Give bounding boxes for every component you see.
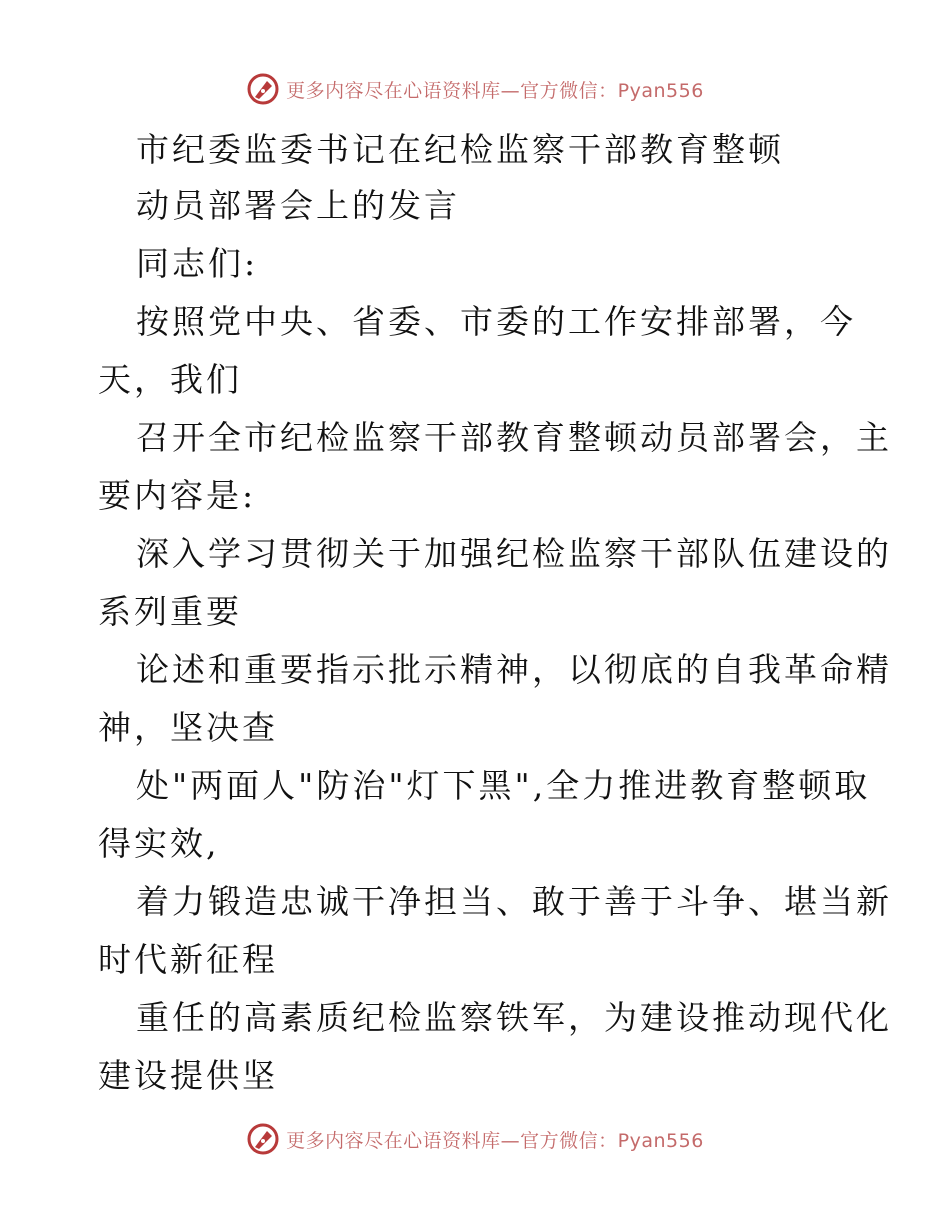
paragraph-line: 系列重要 bbox=[98, 592, 242, 631]
title-line-1: 市纪委监委书记在纪检监察干部教育整顿 bbox=[136, 130, 784, 169]
paragraph-line: 召开全市纪检监察干部教育整顿动员部署会，主 bbox=[136, 418, 892, 457]
footer-watermark bbox=[0, 1122, 950, 1156]
paragraph-line: 着力锻造忠诚干净担当、敢于善于斗争、堪当新 bbox=[136, 882, 892, 921]
watermark-text: 更多内容尽在心语资料库—官方微信：Pyan556 bbox=[286, 1129, 704, 1152]
paragraph-line: 建设提供坚 bbox=[98, 1056, 278, 1095]
paragraph-line: 深入学习贯彻关于加强纪检监察干部队伍建设的 bbox=[136, 534, 892, 573]
paragraph-line: 要内容是: bbox=[98, 476, 257, 515]
paragraph-line: 重任的高素质纪检监察铁军，为建设推动现代化 bbox=[136, 998, 892, 1037]
paragraph-line: 论述和重要指示批示精神，以彻底的自我革命精 bbox=[136, 650, 892, 689]
paragraph-line: 天，我们 bbox=[98, 360, 242, 399]
header-watermark bbox=[0, 72, 950, 106]
title-line-2: 动员部署会上的发言 bbox=[136, 186, 460, 225]
paragraph-line: 神，坚决查 bbox=[98, 708, 278, 747]
salutation: 同志们: bbox=[136, 244, 259, 283]
paragraph-line: 按照党中央、省委、市委的工作安排部署，今 bbox=[136, 302, 856, 341]
pen-nib-logo-icon bbox=[246, 1122, 280, 1156]
watermark-text: 更多内容尽在心语资料库—官方微信：Pyan556 bbox=[286, 79, 704, 102]
paragraph-line: 得实效, bbox=[98, 824, 220, 863]
paragraph-line: 时代新征程 bbox=[98, 940, 278, 979]
paragraph-line: 处"两面人"防治"灯下黑",全力推进教育整顿取 bbox=[136, 766, 871, 805]
pen-nib-logo-icon bbox=[246, 72, 280, 106]
